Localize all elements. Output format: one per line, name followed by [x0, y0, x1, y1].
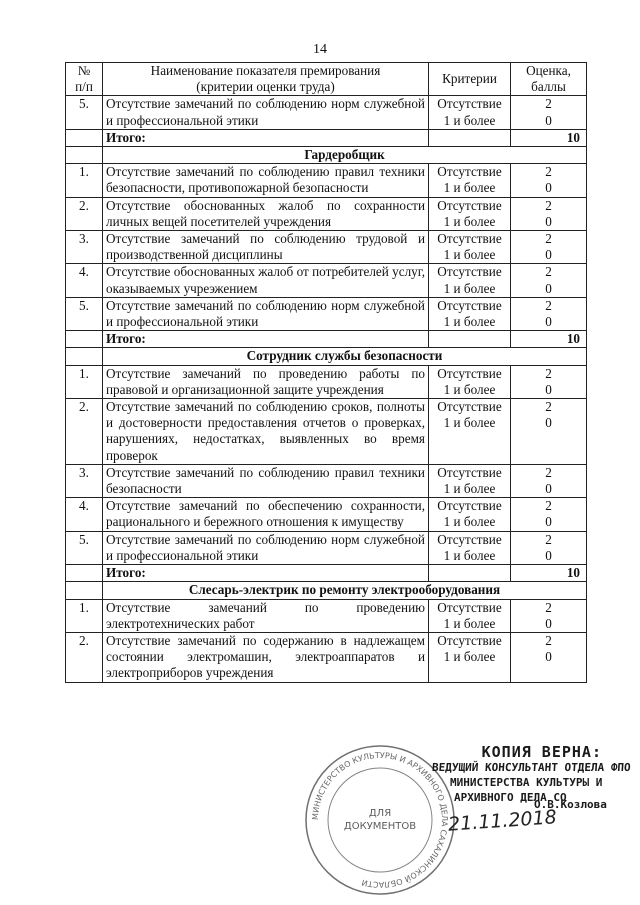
seal-center-2: ДОКУМЕНТОВ — [343, 821, 417, 832]
total-value: 10 — [511, 331, 587, 348]
row-criteria: Отсутствие 1 и более — [429, 498, 511, 531]
total-value: 10 — [511, 129, 587, 146]
header-num: № п/п — [66, 63, 103, 96]
table-row — [66, 399, 587, 465]
row-indicator: Отсутствие замечаний по проведению электротехнических работ — [103, 599, 429, 632]
total-row — [66, 565, 587, 582]
table-row — [66, 164, 587, 197]
total-label: Итого: — [103, 565, 429, 582]
table-row — [66, 197, 587, 230]
row-criteria: Отсутствие 1 и более — [429, 164, 511, 197]
table-row — [66, 632, 587, 682]
row-number: 4. — [66, 264, 103, 297]
section-title-row — [66, 348, 587, 365]
copy-stamp-line1: КОПИЯ ВЕРНА: — [481, 743, 602, 761]
total-label: Итого: — [103, 129, 429, 146]
row-number: 3. — [66, 231, 103, 264]
section-title: Слесарь-электрик по ремонту электрооборудования — [103, 582, 587, 599]
row-indicator: Отсутствие замечаний по соблюдению правил техники безопасности — [103, 464, 429, 497]
header-name: Наименование показателя премирования (критерии оценки труда) — [103, 63, 429, 96]
seal-center-1: ДЛЯ — [368, 808, 392, 819]
row-indicator: Отсутствие замечаний по содержанию в надлежащем состоянии электромашин, электроаппаратов и электроприборов учреждения — [103, 632, 429, 682]
table-row — [66, 231, 587, 264]
row-number: 4. — [66, 498, 103, 531]
seal-ring-text: МИНИСТЕРСТВО КУЛЬТУРЫ И АРХИВНОГО ДЕЛА САХАЛИНСКОЙ ОБЛАСТИ — [310, 750, 450, 890]
page-number: 14 — [313, 42, 327, 57]
row-number: 2. — [66, 399, 103, 465]
row-criteria: Отсутствие 1 и более — [429, 231, 511, 264]
row-criteria: Отсутствие 1 и более — [429, 264, 511, 297]
row-indicator: Отсутствие замечаний по соблюдению трудовой и производственной дисциплины — [103, 231, 429, 264]
table-header-row — [66, 63, 587, 96]
row-number: 5. — [66, 297, 103, 330]
table-row — [66, 464, 587, 497]
row-score: 2 0 — [511, 231, 587, 264]
total-row — [66, 129, 587, 146]
row-score: 2 0 — [511, 164, 587, 197]
row-criteria: Отсутствие 1 и более — [429, 599, 511, 632]
row-criteria: Отсутствие 1 и более — [429, 297, 511, 330]
table-row — [66, 365, 587, 398]
row-indicator: Отсутствие замечаний по проведению работы по правовой и организационной защите учреждения — [103, 365, 429, 398]
table-row — [66, 264, 587, 297]
row-criteria: Отсутствие 1 и более — [429, 464, 511, 497]
row-criteria: Отсутствие 1 и более — [429, 197, 511, 230]
section-title: Сотрудник службы безопасности — [103, 348, 587, 365]
row-indicator: Отсутствие обоснованных жалоб от потребителей услуг, оказываемых учреэжением — [103, 264, 429, 297]
row-number: 2. — [66, 197, 103, 230]
total-value: 10 — [511, 565, 587, 582]
table-row — [66, 297, 587, 330]
row-indicator: Отсутствие замечаний по соблюдению норм служебной и профессиональной этики — [103, 531, 429, 564]
copy-stamp-line2: ВЕДУЩИЙ КОНСУЛЬТАНТ ОТДЕЛА ФПО — [431, 761, 632, 774]
row-number: 1. — [66, 164, 103, 197]
row-score: 2 0 — [511, 264, 587, 297]
table-row — [66, 599, 587, 632]
header-criteria: Критерии — [429, 63, 511, 96]
svg-text:МИНИСТЕРСТВО КУЛЬТУРЫ И АРХИВН — [311, 751, 449, 889]
table-row — [66, 498, 587, 531]
row-number: 2. — [66, 632, 103, 682]
row-number: 1. — [66, 599, 103, 632]
section-title-row — [66, 147, 587, 164]
copy-stamp-line3: МИНИСТЕРСТВА КУЛЬТУРЫ И — [450, 776, 603, 789]
row-indicator: Отсутствие замечаний по соблюдению норм служебной и профессиональной этики — [103, 96, 429, 129]
row-score: 2 0 — [511, 632, 587, 682]
copy-certification-stamp — [432, 745, 640, 805]
total-row — [66, 331, 587, 348]
header-score: Оценка, баллы — [511, 63, 587, 96]
row-score: 2 0 — [511, 399, 587, 465]
row-indicator: Отсутствие замечаний по обеспечению сохранности, рационального и бережного отношения к имуществу — [103, 498, 429, 531]
total-label: Итого: — [103, 331, 429, 348]
row-score: 2 0 — [511, 498, 587, 531]
row-score: 2 0 — [511, 531, 587, 564]
section-title-row — [66, 582, 587, 599]
section-title: Гардеробщик — [103, 147, 587, 164]
row-criteria: Отсутствие 1 и более — [429, 365, 511, 398]
row-criteria: Отсутствие 1 и более — [429, 531, 511, 564]
row-number: 3. — [66, 464, 103, 497]
row-score: 2 0 — [511, 464, 587, 497]
signature-date: 21.11.2018 — [447, 806, 558, 836]
copy-stamp-line4: АРХИВНОГО ДЕЛА СО — [454, 791, 567, 804]
row-score: 2 0 — [511, 297, 587, 330]
table-row — [66, 531, 587, 564]
row-indicator: Отсутствие замечаний по соблюдению норм служебной и профессиональной этики — [103, 297, 429, 330]
row-number: 5. — [66, 96, 103, 129]
premium-criteria-table — [65, 62, 587, 683]
row-criteria: Отсутствие 1 и более — [429, 96, 511, 129]
row-score: 2 0 — [511, 197, 587, 230]
row-indicator: Отсутствие замечаний по соблюдению правил техники безопасности, противопожарной безопасности — [103, 164, 429, 197]
table-row — [66, 96, 587, 129]
row-number: 5. — [66, 531, 103, 564]
row-score: 2 0 — [511, 365, 587, 398]
row-criteria: Отсутствие 1 и более — [429, 399, 511, 465]
row-score: 2 0 — [511, 96, 587, 129]
signer-name: О.В.Козлова — [534, 798, 607, 811]
row-score: 2 0 — [511, 599, 587, 632]
row-indicator: Отсутствие обоснованных жалоб по сохранности личных вещей посетителей учреждения — [103, 197, 429, 230]
row-criteria: Отсутствие 1 и более — [429, 632, 511, 682]
row-number: 1. — [66, 365, 103, 398]
row-indicator: Отсутствие замечаний по соблюдению сроков, полноты и достоверности предоставления отчетов о проверках, нарушениях, недостатках, выявленных во время проверок — [103, 399, 429, 465]
